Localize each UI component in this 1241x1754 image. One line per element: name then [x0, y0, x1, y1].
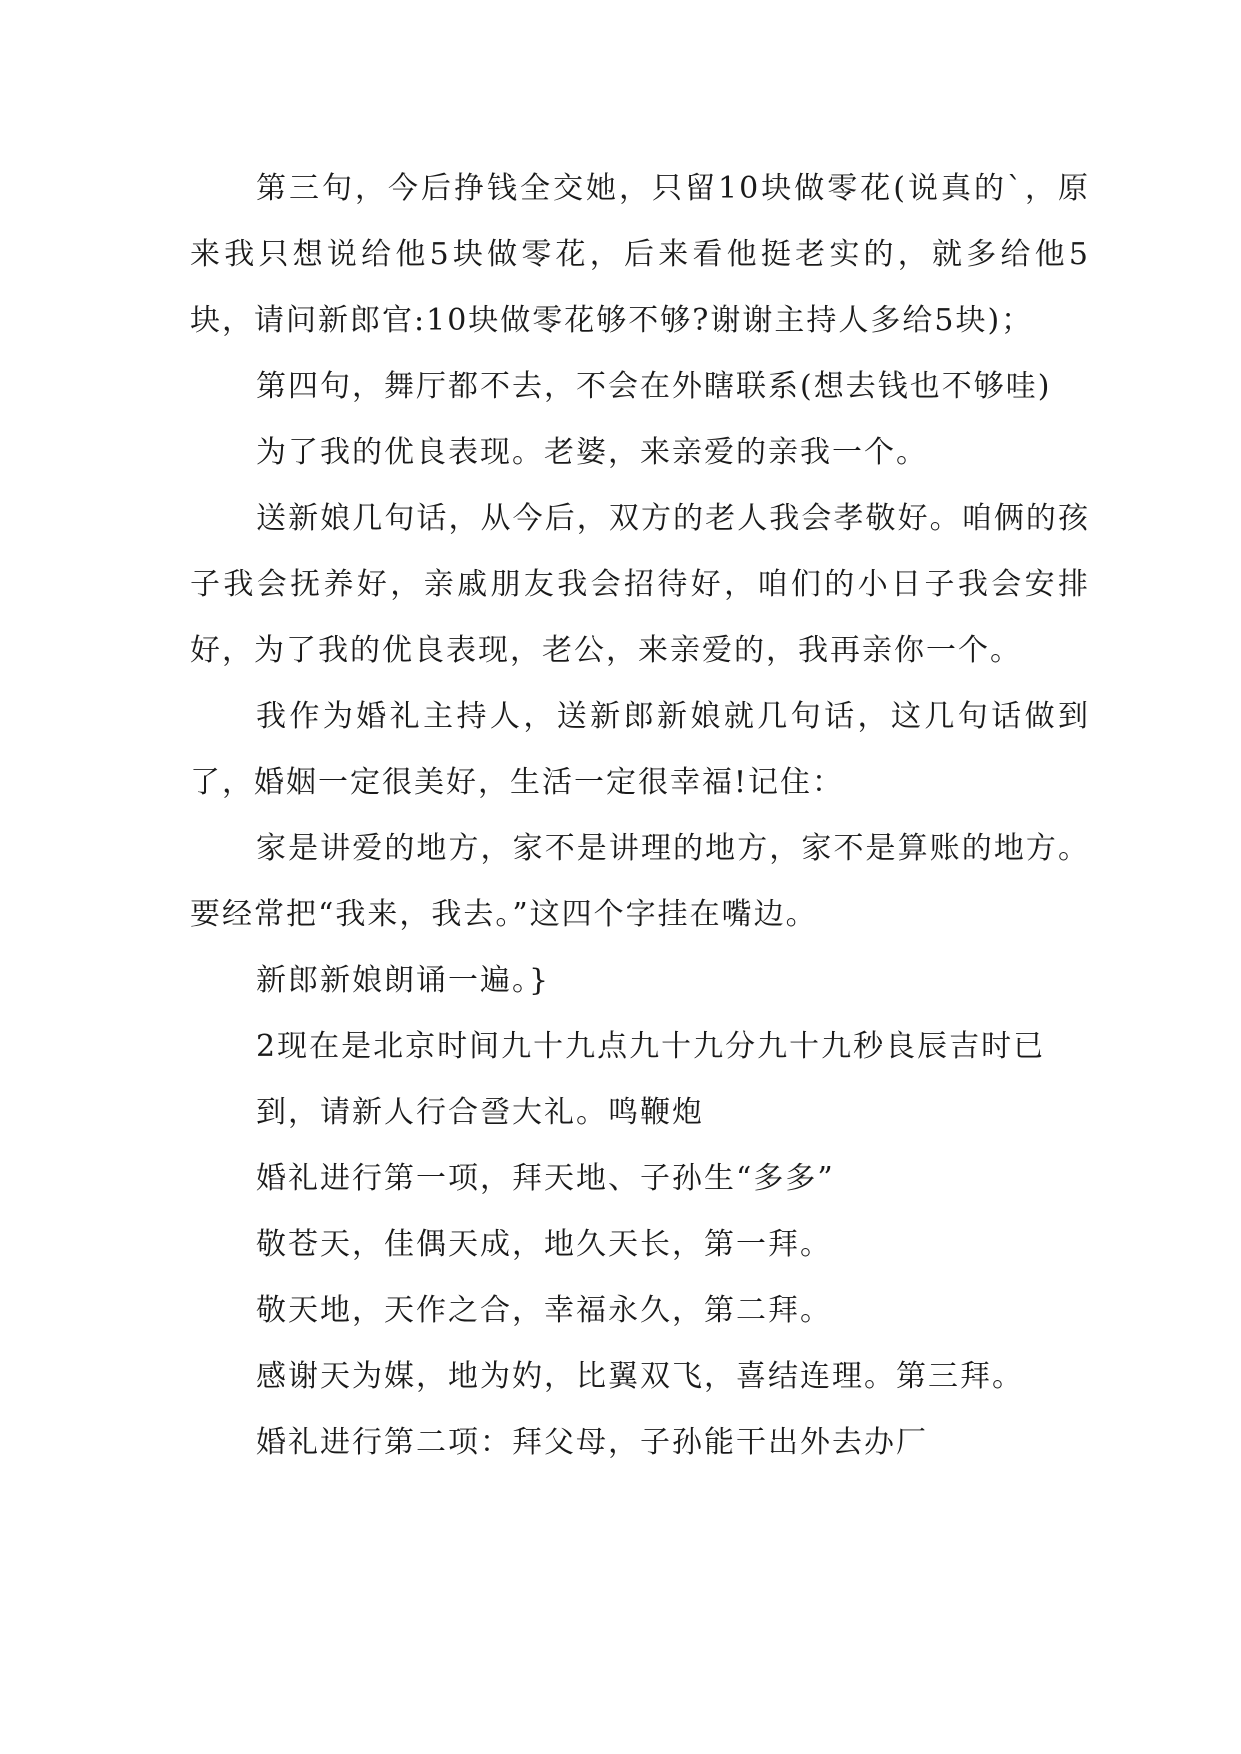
paragraph: 家是讲爱的地方，家不是讲理的地方，家不是算账的地方。要经常把“我来，我去。”这四个字挂在嘴边。 [190, 831, 1090, 932]
paragraph: 我作为婚礼主持人，送新郎新娘就几句话，这几句话做到了，婚姻一定很美好，生活一定很幸福!记住： [190, 699, 1090, 800]
paragraph: 为了我的优良表现。老婆，来亲爱的亲我一个。 [256, 435, 928, 470]
paragraph: 敬苍天，佳偶天成，地久天长，第一拜。 [256, 1227, 832, 1262]
paragraph: 2现在是北京时间九十九点九十九分九十九秒良辰吉时已 [256, 1029, 1046, 1064]
paragraph: 第三句，今后挣钱全交她，只留10块做零花(说真的`，原来我只想说给他5块做零花，后来看他挺老实的，就多给他5块，请问新郎官:10块做零花够不够?谢谢主持人多给5块)； [190, 171, 1090, 338]
document-body [190, 156, 1090, 1476]
paragraph: 新郎新娘朗诵一遍。} [256, 963, 551, 998]
paragraph: 感谢天为媒，地为妁，比翼双飞，喜结连理。第三拜。 [256, 1359, 1024, 1394]
paragraph: 敬天地，天作之合，幸福永久，第二拜。 [256, 1293, 832, 1328]
paragraph: 到，请新人行合巹大礼。鸣鞭炮 [256, 1095, 704, 1130]
paragraph: 送新娘几句话，从今后，双方的老人我会孝敬好。咱俩的孩子我会抚养好，亲戚朋友我会招待好，咱们的小日子我会安排好，为了我的优良表现，老公，来亲爱的，我再亲你一个。 [190, 501, 1090, 668]
paragraph: 第四句，舞厅都不去，不会在外瞎联系(想去钱也不够哇) [256, 369, 1052, 404]
paragraph: 婚礼进行第二项：拜父母，子孙能干出外去办厂 [256, 1425, 928, 1460]
paragraph: 婚礼进行第一项，拜天地、子孙生“多多” [256, 1161, 835, 1196]
